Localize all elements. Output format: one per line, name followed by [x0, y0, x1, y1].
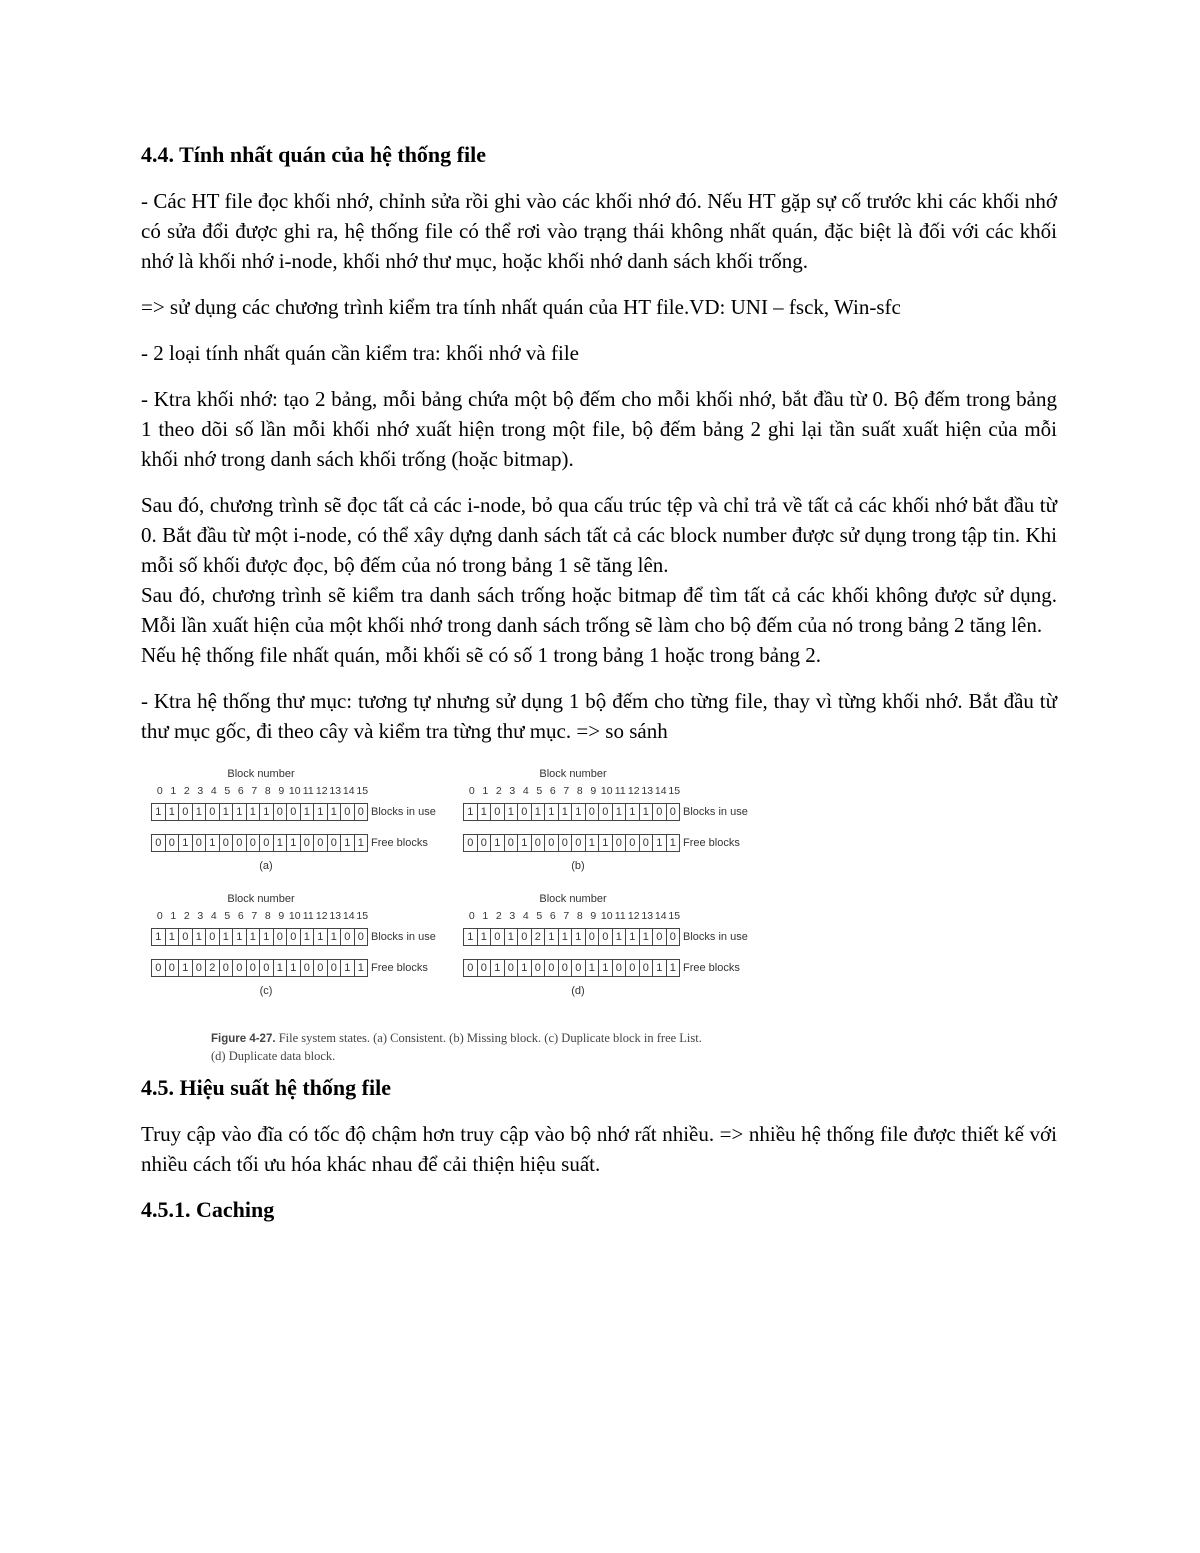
block-number: 15: [356, 785, 369, 797]
block-number-label: Block number: [227, 768, 295, 780]
block-cell: 1: [301, 929, 315, 945]
figure-panel: [151, 768, 451, 893]
free-blocks-label: Free blocks: [371, 837, 428, 849]
block-cell: 1: [274, 835, 288, 851]
block-number: 4: [210, 910, 217, 922]
block-number: 10: [288, 910, 301, 922]
block-number: 13: [329, 910, 342, 922]
block-cell: 1: [545, 929, 559, 945]
document-page: [141, 140, 1057, 1225]
block-cell: 1: [260, 929, 274, 945]
block-cell: 0: [260, 960, 274, 976]
block-cell: 0: [613, 960, 627, 976]
block-number: 8: [576, 910, 583, 922]
panel-caption: (d): [571, 985, 585, 997]
block-number: 7: [563, 910, 570, 922]
block-number-row: [465, 910, 681, 923]
free-blocks-row: [463, 834, 680, 852]
block-number: 1: [482, 785, 489, 797]
free-blocks-label: Free blocks: [683, 837, 740, 849]
block-number: 1: [170, 910, 177, 922]
block-number: 12: [315, 910, 328, 922]
block-cell: 1: [518, 960, 532, 976]
blocks-in-use-label: Blocks in use: [371, 806, 436, 818]
block-cell: 0: [518, 804, 532, 820]
paragraph-6: - Ktra hệ thống thư mục: tương tự nhưng sử dụng 1 bộ đếm cho từng file, thay vì từng khối nhớ. Bắt đầu từ thư mục gốc, đi theo cây và kiểm tra từng thư mục. => so sánh: [141, 689, 1057, 743]
block-number: 15: [356, 910, 369, 922]
block-number: 8: [264, 785, 271, 797]
blocks-in-use-label: Blocks in use: [371, 931, 436, 943]
block-cell: 1: [357, 962, 364, 974]
block-cell: 1: [357, 837, 364, 849]
block-cell: 1: [491, 960, 505, 976]
block-number: 6: [549, 785, 556, 797]
figure-panel: [463, 768, 763, 893]
blocks-in-use-row: [463, 803, 680, 821]
block-cell: 0: [152, 960, 166, 976]
block-number: 4: [210, 785, 217, 797]
block-cell: 1: [233, 804, 247, 820]
block-number: 0: [468, 910, 475, 922]
paragraph-3: - 2 loại tính nhất quán cần kiểm tra: khối nhớ và file: [141, 341, 579, 365]
block-cell: 0: [613, 835, 627, 851]
block-cell: 1: [613, 929, 627, 945]
block-cell: 1: [653, 835, 667, 851]
block-number: 5: [536, 910, 543, 922]
free-blocks-row: [151, 959, 368, 977]
block-cell: 0: [505, 835, 519, 851]
block-number: 11: [614, 785, 626, 797]
block-cell: 1: [287, 835, 301, 851]
block-cell: 0: [233, 960, 247, 976]
figure-panel: [151, 893, 451, 1018]
block-number: 0: [156, 910, 163, 922]
block-cell: 1: [220, 929, 234, 945]
block-number: 3: [197, 785, 204, 797]
block-cell: 0: [314, 835, 328, 851]
block-number: 9: [278, 785, 285, 797]
block-cell: 0: [357, 931, 364, 943]
block-cell: 1: [669, 837, 676, 849]
block-cell: 0: [518, 929, 532, 945]
block-number: 0: [156, 785, 163, 797]
block-cell: 1: [314, 929, 328, 945]
block-cell: 1: [599, 960, 613, 976]
block-cell: 1: [274, 960, 288, 976]
block-number: 0: [468, 785, 475, 797]
block-cell: 1: [586, 960, 600, 976]
block-number: 6: [549, 910, 556, 922]
block-cell: 0: [586, 929, 600, 945]
block-cell: 1: [193, 804, 207, 820]
block-number: 9: [590, 785, 597, 797]
block-number: 7: [251, 910, 258, 922]
free-blocks-row: [151, 834, 368, 852]
paragraph-2: => sử dụng các chương trình kiểm tra tính nhất quán của HT file.VD: UNI – fsck, Win-sfc: [141, 295, 901, 319]
paragraph-4-5: Truy cập vào đĩa có tốc độ chậm hơn truy cập vào bộ nhớ rất nhiều. => nhiều hệ thống file được thiết kế với nhiều cách tối ưu hóa khác nhau để cải thiện hiệu suất.: [141, 1122, 1057, 1176]
block-number: 14: [654, 910, 667, 922]
block-cell: 1: [166, 804, 180, 820]
block-cell: 1: [669, 962, 676, 974]
block-number-row: [153, 785, 369, 798]
block-number: 5: [224, 785, 231, 797]
block-cell: 1: [233, 929, 247, 945]
block-number: 9: [590, 910, 597, 922]
block-cell: 0: [206, 804, 220, 820]
block-cell: 1: [260, 804, 274, 820]
block-cell: 1: [478, 929, 492, 945]
block-cell: 0: [274, 929, 288, 945]
block-number: 15: [668, 785, 681, 797]
block-cell: 1: [328, 804, 342, 820]
figure-caption-text: File system states. (a) Consistent. (b) Missing block. (c) Duplicate block in free List. (d) Duplicate data block.: [211, 1031, 702, 1063]
block-number: 3: [509, 910, 516, 922]
block-cell: 0: [491, 929, 505, 945]
block-number: 4: [522, 785, 529, 797]
block-number: 3: [197, 910, 204, 922]
paragraph-1: - Các HT file đọc khối nhớ, chỉnh sửa rồi ghi vào các khối nhớ đó. Nếu HT gặp sự cố trước khi các khối nhớ có sửa đổi được ghi ra, hệ thống file có thể rơi vào trạng thái không nhất quán, đặc biệt là đối với các khối nhớ là khối nhớ i-node, khối nhớ thư mục, hoặc khối nhớ danh sách khối trống.: [141, 189, 1057, 273]
block-cell: 1: [505, 929, 519, 945]
block-cell: 1: [626, 929, 640, 945]
block-cell: 0: [179, 804, 193, 820]
block-cell: 1: [179, 835, 193, 851]
heading-4-4: 4.4. Tính nhất quán của hệ thống file: [141, 142, 486, 167]
block-cell: 0: [532, 835, 546, 851]
figure-panel: [463, 893, 763, 1018]
block-number: 14: [342, 910, 355, 922]
block-cell: 0: [640, 960, 654, 976]
block-cell: 1: [193, 929, 207, 945]
panel-caption: (a): [259, 860, 273, 872]
block-number: 2: [495, 910, 502, 922]
block-cell: 1: [545, 804, 559, 820]
block-cell: 0: [478, 960, 492, 976]
block-cell: 0: [464, 835, 478, 851]
paragraph-4: - Ktra khối nhớ: tạo 2 bảng, mỗi bảng chứa một bộ đếm cho mỗi khối nhớ, bắt đầu từ 0. Bộ đếm trong bảng 1 theo dõi số lần mỗi khối nhớ xuất hiện trong một file, bộ đếm bảng 2 ghi lại tần suất xuất hiện của mỗi khối nhớ trong danh sách khối trống (hoặc bitmap).: [141, 387, 1057, 471]
block-cell: 1: [626, 804, 640, 820]
block-cell: 0: [532, 960, 546, 976]
block-cell: 0: [247, 835, 261, 851]
block-cell: 0: [233, 835, 247, 851]
block-cell: 0: [193, 960, 207, 976]
panel-caption: (c): [259, 985, 273, 997]
blocks-in-use-row: [151, 928, 368, 946]
block-cell: 0: [559, 835, 573, 851]
block-number: 8: [264, 910, 271, 922]
block-cell: 0: [152, 835, 166, 851]
blocks-in-use-row: [151, 803, 368, 821]
block-cell: 1: [653, 960, 667, 976]
block-number: 13: [641, 785, 654, 797]
block-number-row: [153, 910, 369, 923]
block-cell: 0: [314, 960, 328, 976]
figure-caption: [211, 1030, 711, 1065]
block-cell: 0: [357, 806, 364, 818]
block-cell: 1: [464, 804, 478, 820]
block-cell: 1: [206, 835, 220, 851]
block-cell: 0: [166, 960, 180, 976]
block-cell: 0: [341, 804, 355, 820]
block-number: 1: [482, 910, 489, 922]
block-cell: 0: [301, 835, 315, 851]
block-cell: 1: [247, 929, 261, 945]
block-number: 7: [251, 785, 258, 797]
block-cell: 1: [328, 929, 342, 945]
block-cell: 1: [559, 804, 573, 820]
block-cell: 0: [220, 960, 234, 976]
block-cell: 0: [559, 960, 573, 976]
paragraph-5b: Sau đó, chương trình sẽ kiểm tra danh sách trống hoặc bitmap để tìm tất cả các khối không được sử dụng. Mỗi lần xuất hiện của một khối nhớ trong danh sách trống sẽ làm cho bộ đếm của nó trong bảng 2 tăng lên.: [141, 583, 1057, 637]
block-cell: 0: [572, 960, 586, 976]
block-cell: 1: [166, 929, 180, 945]
block-number: 12: [627, 785, 640, 797]
block-number: 14: [654, 785, 667, 797]
block-number: 11: [302, 910, 314, 922]
blocks-in-use-label: Blocks in use: [683, 931, 748, 943]
block-cell: 0: [669, 806, 676, 818]
block-cell: 0: [328, 835, 342, 851]
block-number: 8: [576, 785, 583, 797]
heading-4-5: 4.5. Hiệu suất hệ thống file: [141, 1075, 391, 1100]
block-cell: 0: [640, 835, 654, 851]
figure-caption-label: Figure 4-27.: [211, 1033, 276, 1045]
block-cell: 1: [505, 804, 519, 820]
block-number: 12: [627, 910, 640, 922]
block-number: 2: [495, 785, 502, 797]
block-cell: 0: [166, 835, 180, 851]
block-number: 11: [302, 785, 314, 797]
paragraph-5c: Nếu hệ thống file nhất quán, mỗi khối sẽ có số 1 trong bảng 1 hoặc trong bảng 2.: [141, 643, 822, 667]
block-cell: 1: [314, 804, 328, 820]
block-cell: 0: [653, 804, 667, 820]
block-cell: 1: [301, 804, 315, 820]
block-cell: 0: [247, 960, 261, 976]
block-number: 15: [668, 910, 681, 922]
free-blocks-row: [463, 959, 680, 977]
block-cell: 1: [464, 929, 478, 945]
block-cell: 0: [328, 960, 342, 976]
block-number: 10: [600, 785, 613, 797]
block-cell: 0: [478, 835, 492, 851]
block-cell: 0: [669, 931, 676, 943]
block-cell: 1: [152, 929, 166, 945]
block-number: 10: [288, 785, 301, 797]
block-cell: 0: [545, 835, 559, 851]
block-cell: 0: [545, 960, 559, 976]
free-blocks-label: Free blocks: [371, 962, 428, 974]
block-cell: 1: [572, 804, 586, 820]
block-cell: 0: [464, 960, 478, 976]
block-cell: 1: [518, 835, 532, 851]
block-cell: 1: [586, 835, 600, 851]
free-blocks-label: Free blocks: [683, 962, 740, 974]
block-cell: 0: [193, 835, 207, 851]
block-cell: 0: [341, 929, 355, 945]
block-cell: 0: [274, 804, 288, 820]
block-cell: 0: [653, 929, 667, 945]
block-cell: 0: [287, 929, 301, 945]
block-cell: 1: [152, 804, 166, 820]
block-cell: 1: [640, 804, 654, 820]
block-cell: 0: [599, 929, 613, 945]
block-cell: 1: [179, 960, 193, 976]
block-cell: 1: [559, 929, 573, 945]
block-number-label: Block number: [539, 768, 607, 780]
block-number-label: Block number: [539, 893, 607, 905]
block-cell: 1: [341, 960, 355, 976]
block-cell: 1: [491, 835, 505, 851]
block-cell: 1: [532, 804, 546, 820]
block-number: 9: [278, 910, 285, 922]
blocks-in-use-label: Blocks in use: [683, 806, 748, 818]
block-number: 6: [237, 785, 244, 797]
block-number-row: [465, 785, 681, 798]
block-cell: 0: [260, 835, 274, 851]
block-number: 6: [237, 910, 244, 922]
block-cell: 0: [626, 835, 640, 851]
block-number: 13: [329, 785, 342, 797]
block-cell: 1: [341, 835, 355, 851]
block-number: 5: [536, 785, 543, 797]
block-cell: 0: [505, 960, 519, 976]
block-cell: 2: [532, 929, 546, 945]
block-cell: 2: [206, 960, 220, 976]
block-cell: 0: [626, 960, 640, 976]
block-number: 4: [522, 910, 529, 922]
block-cell: 1: [599, 835, 613, 851]
block-number-label: Block number: [227, 893, 295, 905]
block-number: 3: [509, 785, 516, 797]
block-number: 1: [170, 785, 177, 797]
block-number: 2: [183, 910, 190, 922]
blocks-in-use-row: [463, 928, 680, 946]
block-cell: 1: [613, 804, 627, 820]
block-cell: 0: [599, 804, 613, 820]
block-cell: 1: [220, 804, 234, 820]
block-cell: 1: [640, 929, 654, 945]
block-cell: 1: [478, 804, 492, 820]
block-number: 5: [224, 910, 231, 922]
block-number: 11: [614, 910, 626, 922]
block-number: 2: [183, 785, 190, 797]
block-cell: 0: [206, 929, 220, 945]
heading-4-5-1: 4.5.1. Caching: [141, 1197, 275, 1222]
block-cell: 1: [247, 804, 261, 820]
block-cell: 0: [301, 960, 315, 976]
block-cell: 1: [287, 960, 301, 976]
block-cell: 0: [287, 804, 301, 820]
figure-file-system-states: [151, 768, 771, 1063]
block-number: 7: [563, 785, 570, 797]
block-cell: 0: [572, 835, 586, 851]
block-number: 12: [315, 785, 328, 797]
block-cell: 0: [586, 804, 600, 820]
block-number: 14: [342, 785, 355, 797]
block-cell: 0: [491, 804, 505, 820]
block-cell: 1: [572, 929, 586, 945]
panel-caption: (b): [571, 860, 585, 872]
paragraph-5a: Sau đó, chương trình sẽ đọc tất cả các i-node, bỏ qua cấu trúc tệp và chỉ trả về tất cả các khối nhớ bắt đầu từ 0. Bắt đầu từ một i-node, có thể xây dựng danh sách tất cả các block number được sử dụng trong tập tin. Khi mỗi số khối được đọc, bộ đếm của nó trong bảng 1 sẽ tăng lên.: [141, 493, 1057, 577]
block-cell: 0: [179, 929, 193, 945]
block-number: 10: [600, 910, 613, 922]
block-number: 13: [641, 910, 654, 922]
block-cell: 0: [220, 835, 234, 851]
